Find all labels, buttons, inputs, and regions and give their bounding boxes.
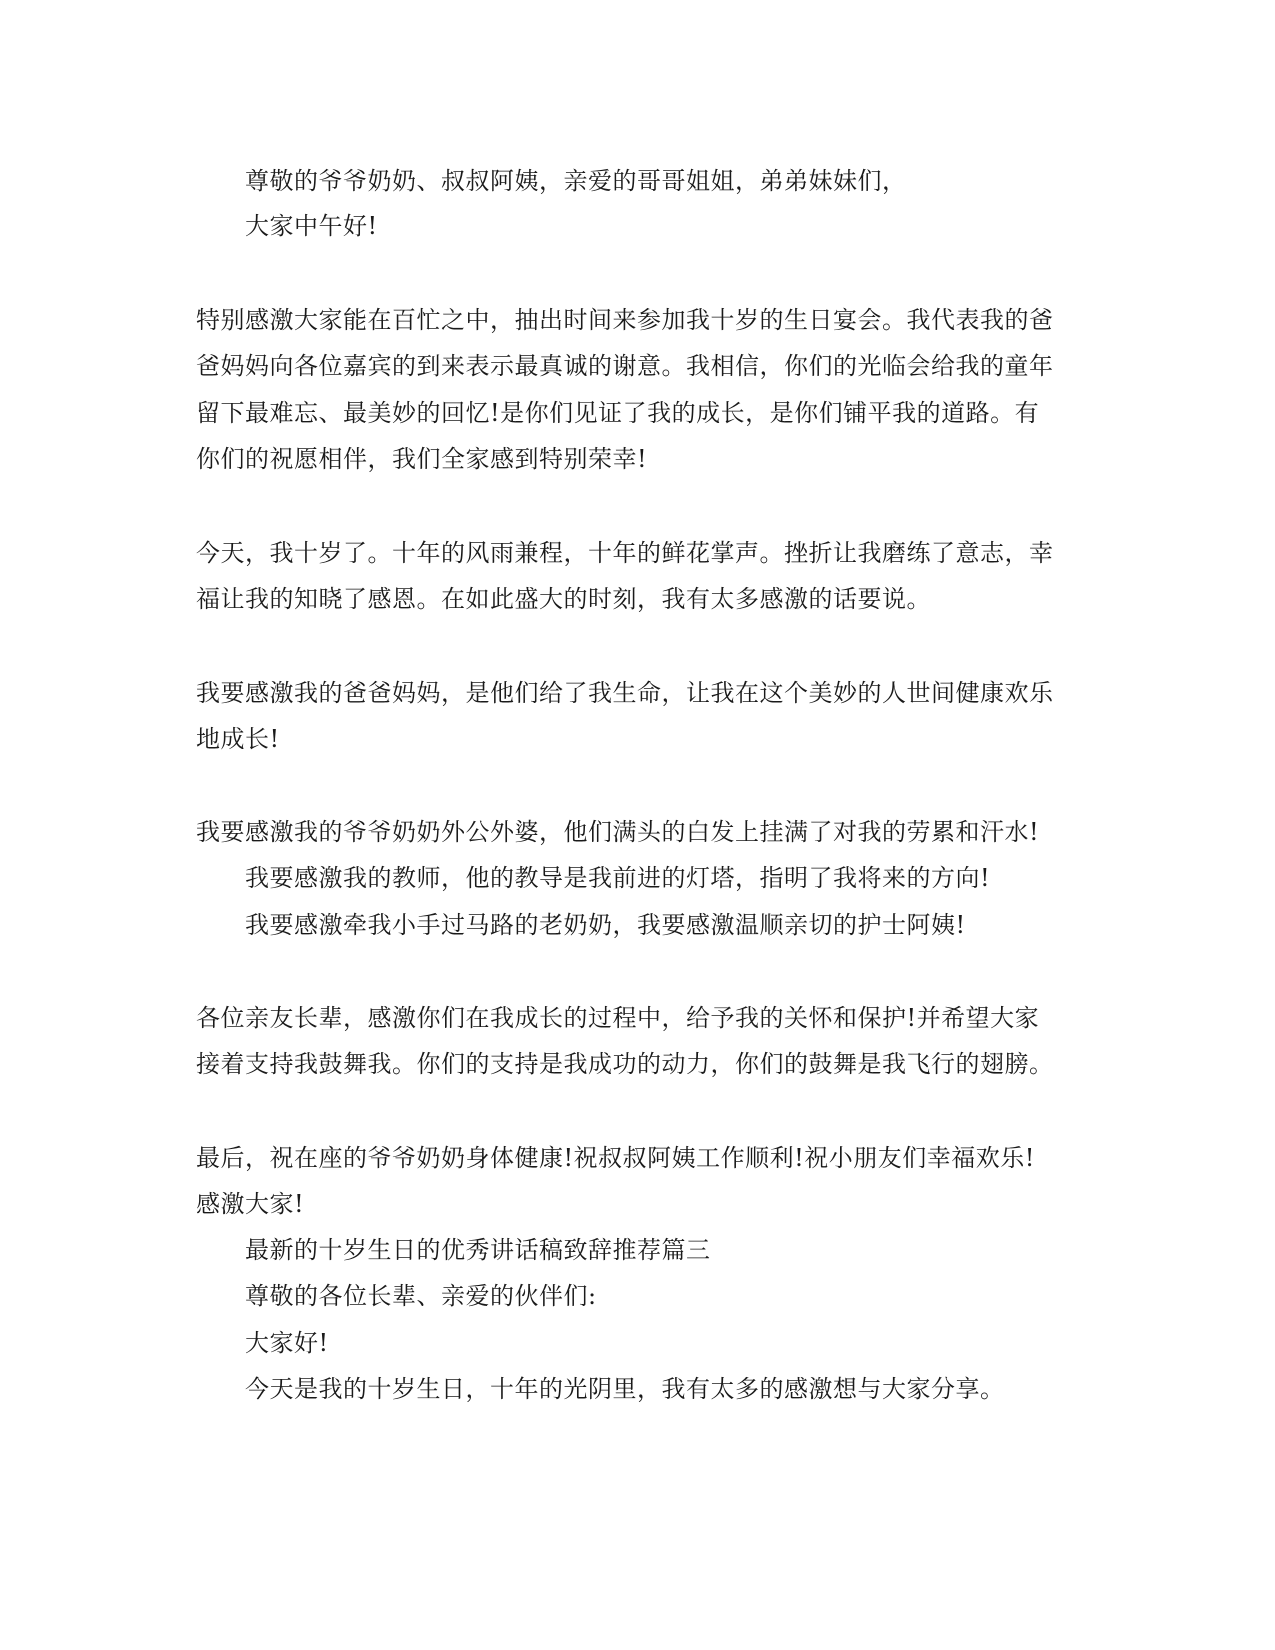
paragraph-relatives-line-1: 各位亲友长辈，感激你们在我成长的过程中，给予我的关怀和保护!并希望大家 xyxy=(196,1004,1040,1032)
greeting-line: 尊敬的爷爷奶奶、叔叔阿姨，亲爱的哥哥姐姐，弟弟妹妹们， xyxy=(245,167,907,195)
paragraph-parents-line-1: 我要感激我的爸爸妈妈，是他们给了我生命，让我在这个美妙的人世间健康欢乐 xyxy=(196,679,1054,707)
paragraph-teacher: 我要感激我的教师，他的教导是我前进的灯塔，指明了我将来的方向! xyxy=(245,864,991,892)
paragraph-grandparents: 我要感激我的爷爷奶奶外公外婆，他们满头的白发上挂满了对我的劳累和汗水! xyxy=(196,818,1040,846)
paragraph-relatives-line-2: 接着支持我鼓舞我。你们的支持是我成功的动力，你们的鼓舞是我飞行的翅膀。 xyxy=(196,1050,1054,1078)
paragraph-parents-line-2: 地成长! xyxy=(196,725,280,753)
paragraph-ten-line-2: 福让我的知晓了感恩。在如此盛大的时刻，我有太多感激的话要说。 xyxy=(196,585,931,613)
greeting-noon: 大家中午好! xyxy=(245,212,378,240)
section-greeting: 尊敬的各位长辈、亲爱的伙伴们: xyxy=(245,1282,597,1310)
section-opening: 今天是我的十岁生日，十年的光阴里，我有太多的感激想与大家分享。 xyxy=(245,1375,1005,1403)
paragraph-thanks-line-1: 特别感激大家能在百忙之中，抽出时间来参加我十岁的生日宴会。我代表我的爸 xyxy=(196,306,1054,334)
paragraph-thanks-line-2: 爸妈妈向各位嘉宾的到来表示最真诚的谢意。我相信，你们的光临会给我的童年 xyxy=(196,352,1054,380)
paragraph-ten-line-1: 今天，我十岁了。十年的风雨兼程，十年的鲜花掌声。挫折让我磨练了意志，幸 xyxy=(196,539,1054,567)
section-hello: 大家好! xyxy=(245,1329,329,1357)
paragraph-closing-wishes: 最后，祝在座的爷爷奶奶身体健康!祝叔叔阿姨工作顺利!祝小朋友们幸福欢乐! xyxy=(196,1144,1035,1172)
section-title: 最新的十岁生日的优秀讲话稿致辞推荐篇三 xyxy=(245,1236,711,1264)
paragraph-thanks-line-4: 你们的祝愿相伴，我们全家感到特别荣幸! xyxy=(196,445,648,473)
paragraph-closing-thanks: 感激大家! xyxy=(196,1190,305,1218)
paragraph-grandma-nurse: 我要感激牵我小手过马路的老奶奶，我要感激温顺亲切的护士阿姨! xyxy=(245,911,966,939)
paragraph-thanks-line-3: 留下最难忘、最美妙的回忆!是你们见证了我的成长，是你们铺平我的道路。有 xyxy=(196,399,1040,427)
